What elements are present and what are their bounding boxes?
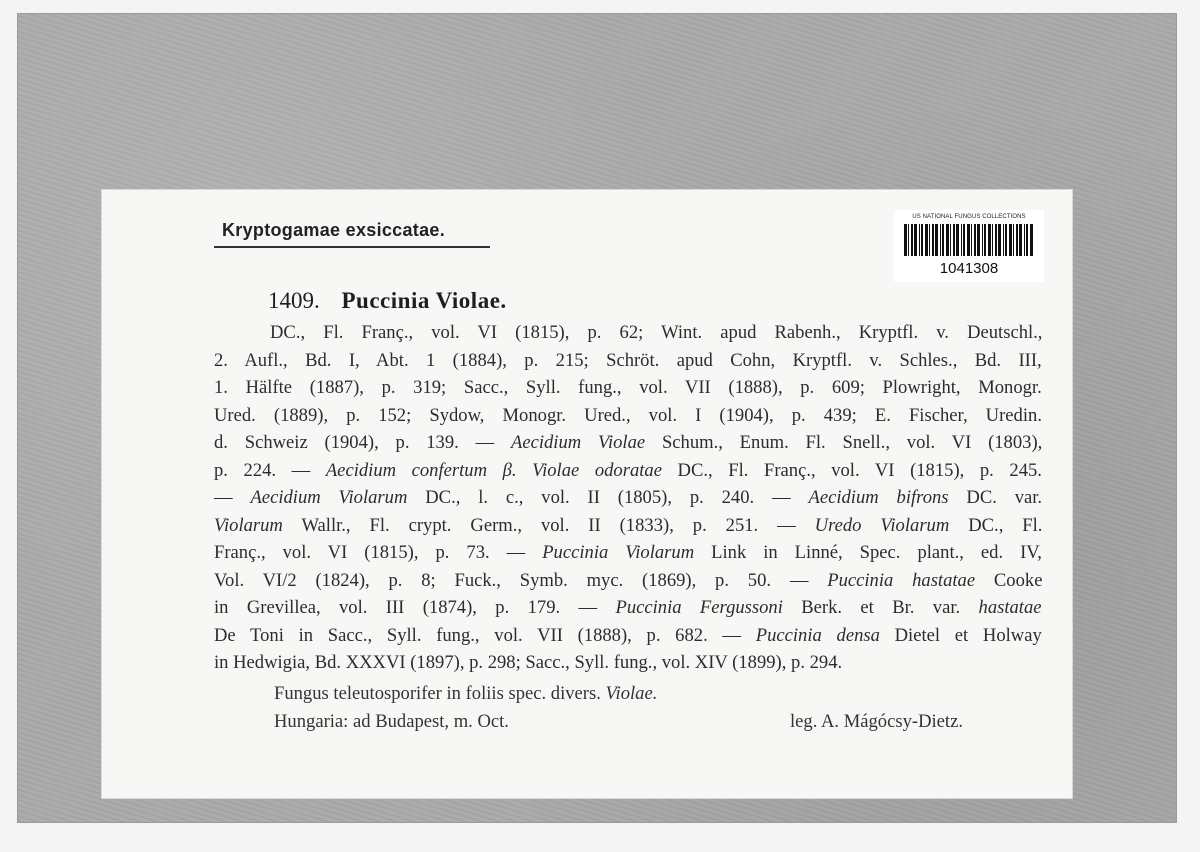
barcode-bar xyxy=(963,224,965,256)
barcode-bar xyxy=(995,224,997,256)
citation-text: DC., l. c., vol. II (1805), p. 240. — xyxy=(407,487,809,508)
barcode-bar xyxy=(950,224,951,256)
citation-line xyxy=(214,403,1042,429)
host-line xyxy=(274,683,657,705)
barcode-bar xyxy=(1009,224,1012,256)
collector-line: leg. A. Mágócsy-Dietz. xyxy=(790,711,963,732)
barcode-bar xyxy=(1016,224,1018,256)
taxon-name: Aecidium bifrons xyxy=(808,487,949,508)
citation-text: DC., Fl. Franç., vol. VI (1815), p. 245. xyxy=(661,459,1042,481)
barcode-bar xyxy=(942,224,944,256)
citation-line xyxy=(214,458,1042,484)
barcode-bar xyxy=(921,224,923,256)
citation-text: Franç., vol. VI (1815), p. 73. — xyxy=(214,542,543,563)
barcode-bar xyxy=(940,224,941,256)
taxon-name: hastatae xyxy=(978,597,1042,618)
barcode-label xyxy=(894,210,1044,282)
citation-text: 2. Aufl., Bd. I, Abt. 1 (1884), p. 215; Schröt. apud Cohn, Kryptfl. v. Schles., Bd. III, xyxy=(214,349,1042,371)
herbarium-board xyxy=(18,14,1176,822)
barcode-caption: US NATIONAL FUNGUS COLLECTIONS xyxy=(912,214,1026,220)
citation-text: Dietel et Holway xyxy=(879,624,1042,646)
taxon-name: Violae. xyxy=(605,683,658,704)
species-heading xyxy=(268,288,507,314)
taxon-name: Puccinia Fergussoni xyxy=(615,597,783,618)
barcode-bar xyxy=(1024,224,1025,256)
barcode-bar xyxy=(971,224,972,256)
citation-text: DC., Fl. xyxy=(949,514,1043,536)
barcode-bar xyxy=(988,224,991,256)
barcode-bar xyxy=(984,224,986,256)
taxon-name: Puccinia hastatae xyxy=(827,569,976,591)
barcode-bar xyxy=(982,224,983,256)
citation-line xyxy=(214,485,1042,511)
citation-text: 1. Hälfte (1887), p. 319; Sacc., Syll. fung., vol. VII (1888), p. 609; Plowright, Monogr. xyxy=(214,377,1042,398)
citation-text: Fungus teleutosporifer in foliis spec. divers. xyxy=(274,683,606,704)
taxon-name: Uredo Violarum xyxy=(814,514,950,536)
barcode-bar xyxy=(908,224,909,256)
citation-text: DC. var. xyxy=(948,487,1043,508)
barcode-bar xyxy=(904,224,907,256)
barcode-bar xyxy=(1005,224,1007,256)
barcode-bar xyxy=(953,224,955,256)
barcode-icon xyxy=(904,224,1034,256)
citation-text: Ured. (1889), p. 152; Sydow, Monogr. Ured., vol. I (1904), p. 439; E. Fischer, Uredin. xyxy=(214,404,1042,426)
citation-line xyxy=(214,623,1042,649)
citation-line xyxy=(214,540,1042,566)
taxon-name: Violarum xyxy=(214,514,283,536)
taxon-name: Aecidium Violae xyxy=(510,432,646,453)
citation-line xyxy=(214,430,1042,456)
species-number: 1409. xyxy=(268,288,320,313)
barcode-bar xyxy=(932,224,934,256)
species-name: Puccinia Violae. xyxy=(341,288,507,313)
barcode-bar xyxy=(925,224,928,256)
citation-text: Cooke xyxy=(975,569,1043,591)
barcode-bar xyxy=(1030,224,1033,256)
citation-line xyxy=(214,650,842,676)
specimen-label xyxy=(102,190,1072,798)
taxon-name: Aecidium Violarum xyxy=(250,487,408,508)
citation-text: in Hedwigia, Bd. XXXVI (1897), p. 298; Sacc., Syll. fung., vol. XIV (1899), p. 294. xyxy=(214,652,843,673)
citation-line xyxy=(214,348,1042,374)
citation-text: DC., Fl. Franç., vol. VI (1815), p. 62; Wint. apud Rabenh., Kryptfl. v. Deutschl., xyxy=(270,322,1043,343)
barcode-bar xyxy=(914,224,917,256)
barcode-bar xyxy=(946,224,949,256)
citation-text: Link in Linné, Spec. plant., ed. IV, xyxy=(694,542,1042,563)
barcode-bar xyxy=(977,224,980,256)
citation-text: Vol. VI/2 (1824), p. 8; Fuck., Symb. myc. (1869), p. 50. — xyxy=(214,569,828,591)
barcode-bar xyxy=(956,224,959,256)
citation-text: in Grevillea, vol. III (1874), p. 179. — xyxy=(214,597,616,618)
citation-text: p. 224. — xyxy=(214,459,326,481)
barcode-bar xyxy=(935,224,938,256)
barcode-bar xyxy=(911,224,913,256)
citation-text: Schum., Enum. Fl. Snell., vol. VI (1803), xyxy=(645,432,1043,453)
barcode-bar xyxy=(998,224,1001,256)
citation-text: Berk. et Br. var. xyxy=(782,597,979,618)
barcode-bar xyxy=(919,224,920,256)
citation-line xyxy=(270,320,1042,346)
citation-text: d. Schweiz (1904), p. 139. — xyxy=(214,432,511,453)
barcode-bar xyxy=(1026,224,1028,256)
taxon-name: Puccinia Violarum xyxy=(542,542,695,563)
citation-line xyxy=(214,375,1042,401)
barcode-number: 1041308 xyxy=(939,260,999,277)
barcode-bar xyxy=(967,224,970,256)
citation-text: — xyxy=(214,487,251,508)
barcode-bar xyxy=(961,224,962,256)
collection-title: Kryptogamae exsiccatae. xyxy=(222,220,446,240)
citation-text: De Toni in Sacc., Syll. fung., vol. VII (1888), p. 682. — xyxy=(214,624,756,646)
barcode-bar xyxy=(992,224,993,256)
taxon-name: Puccinia densa xyxy=(755,624,880,646)
citation-line xyxy=(214,568,1042,594)
locality-line: Hungaria: ad Budapest, m. Oct. xyxy=(274,711,509,732)
barcode-bar xyxy=(1003,224,1004,256)
taxon-name: Aecidium confertum β. Violae odoratae xyxy=(325,459,662,481)
barcode-bar xyxy=(1019,224,1022,256)
barcode-bar xyxy=(929,224,930,256)
citation-line xyxy=(214,513,1042,539)
barcode-bar xyxy=(974,224,976,256)
title-underline xyxy=(214,246,490,248)
citation-line xyxy=(214,595,1042,621)
barcode-bar xyxy=(1013,224,1014,256)
citation-text: Wallr., Fl. crypt. Germ., vol. II (1833), p. 251. — xyxy=(282,514,815,536)
